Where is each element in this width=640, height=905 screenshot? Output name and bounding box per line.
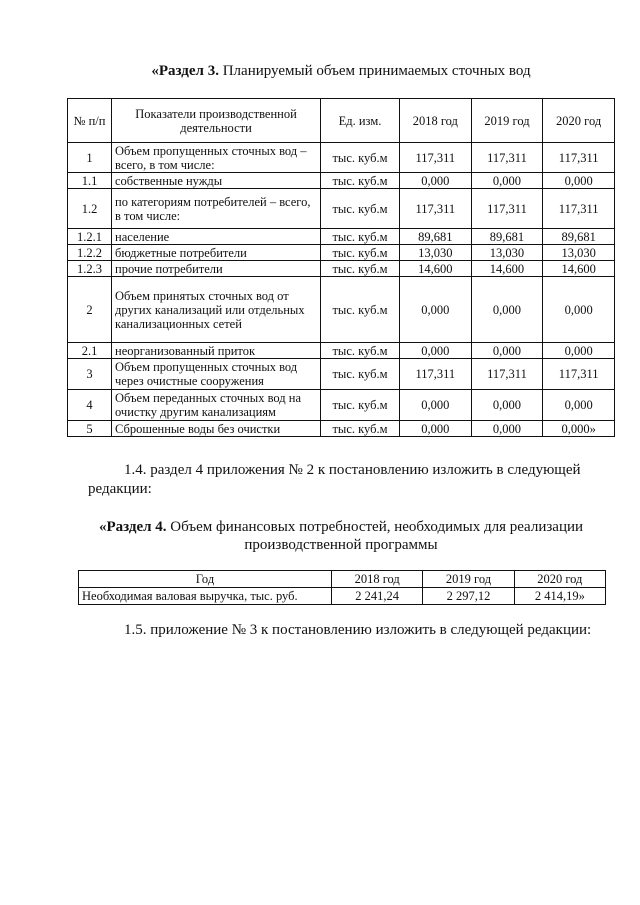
row-unit: тыс. куб.м <box>321 229 400 245</box>
paragraph-1-5 <box>88 621 593 640</box>
row-value-2020: 117,311 <box>543 143 615 173</box>
row-value-2018: 117,311 <box>400 189 472 229</box>
header-2019: 2019 год <box>471 99 543 143</box>
row-num: 4 <box>68 390 112 421</box>
row-value-2020: 13,030 <box>543 245 615 261</box>
row-name: бюджетные потребители <box>112 245 321 261</box>
row-name: собственные нужды <box>112 173 321 189</box>
table-row <box>68 173 615 189</box>
table-header-row <box>68 99 615 143</box>
row-value-2018: 0,000 <box>400 390 472 421</box>
row-value-2019: 13,030 <box>471 245 543 261</box>
table-row <box>68 261 615 277</box>
row-value-2019: 89,681 <box>471 229 543 245</box>
table-row <box>68 229 615 245</box>
header-2019: 2019 год <box>423 571 514 588</box>
row-value-2020: 14,600 <box>543 261 615 277</box>
wastewater-volume-table <box>67 98 615 437</box>
row-unit: тыс. куб.м <box>321 343 400 359</box>
table-row <box>79 588 606 605</box>
section-4-title-bold: «Раздел 4. <box>98 519 167 535</box>
row-value-2019: 0,000 <box>471 277 543 343</box>
row-unit: тыс. куб.м <box>321 359 400 390</box>
row-value-2018: 13,030 <box>400 245 472 261</box>
table-row <box>68 359 615 390</box>
row-value-2018: 0,000 <box>400 173 472 189</box>
row-value-2019: 0,000 <box>471 343 543 359</box>
row-value-2019: 0,000 <box>471 421 543 437</box>
row-value-2019: 2 297,12 <box>423 588 514 605</box>
section-3-title <box>66 62 616 80</box>
row-value-2018: 2 241,24 <box>332 588 423 605</box>
header-year: Год <box>79 571 332 588</box>
row-name: неорганизованный приток <box>112 343 321 359</box>
row-name: прочие потребители <box>112 261 321 277</box>
row-label: Необходимая валовая выручка, тыс. руб. <box>79 588 332 605</box>
row-name: Сброшенные воды без очистки <box>112 421 321 437</box>
row-num: 2.1 <box>68 343 112 359</box>
row-value-2018: 117,311 <box>400 143 472 173</box>
table-header-row <box>79 571 606 588</box>
row-name: Объем переданных сточных вод на очистку другим канализациям <box>112 390 321 421</box>
row-value-2018: 0,000 <box>400 343 472 359</box>
table-row <box>68 277 615 343</box>
row-value-2020: 117,311 <box>543 359 615 390</box>
table-body <box>68 143 615 437</box>
financial-needs-table <box>78 570 606 605</box>
header-num: № п/п <box>68 99 112 143</box>
header-2018: 2018 год <box>400 99 472 143</box>
row-num: 5 <box>68 421 112 437</box>
row-name: Объем принятых сточных вод от других канализаций или отдельных канализационных сетей <box>112 277 321 343</box>
row-num: 2 <box>68 277 112 343</box>
row-value-2020: 0,000» <box>543 421 615 437</box>
row-name: по категориям потребителей – всего, в том числе: <box>112 189 321 229</box>
row-value-2019: 117,311 <box>471 143 543 173</box>
row-value-2020: 117,311 <box>543 189 615 229</box>
row-value-2020: 0,000 <box>543 173 615 189</box>
row-value-2018: 14,600 <box>400 261 472 277</box>
row-unit: тыс. куб.м <box>321 245 400 261</box>
paragraph-1-4 <box>88 461 593 499</box>
row-unit: тыс. куб.м <box>321 277 400 343</box>
row-unit: тыс. куб.м <box>321 421 400 437</box>
header-2018: 2018 год <box>332 571 423 588</box>
header-2020: 2020 год <box>543 99 615 143</box>
table-row <box>68 343 615 359</box>
section-4-title <box>66 518 616 554</box>
section-4-title-text: Объем финансовых потребностей, необходимых для реализации производственной программы <box>166 519 584 553</box>
section-3-title-text: Планируемый объем принимаемых сточных вод <box>218 63 531 79</box>
row-value-2020: 0,000 <box>543 277 615 343</box>
row-num: 1.2.1 <box>68 229 112 245</box>
row-value-2020: 0,000 <box>543 390 615 421</box>
row-value-2019: 117,311 <box>471 189 543 229</box>
row-unit: тыс. куб.м <box>321 261 400 277</box>
row-name: Объем пропущенных сточных вод через очистные сооружения <box>112 359 321 390</box>
section-3-title-bold: «Раздел 3. <box>151 63 219 79</box>
row-value-2019: 14,600 <box>471 261 543 277</box>
row-value-2018: 117,311 <box>400 359 472 390</box>
row-num: 3 <box>68 359 112 390</box>
header-2020: 2020 год <box>514 571 605 588</box>
paragraph-1-5-text: 1.5. приложение № 3 к постановлению изложить в следующей редакции: <box>124 622 592 638</box>
row-unit: тыс. куб.м <box>321 189 400 229</box>
row-value-2018: 0,000 <box>400 421 472 437</box>
row-value-2020: 0,000 <box>543 343 615 359</box>
table-row <box>68 189 615 229</box>
header-indicator: Показатели производственной деятельности <box>112 99 321 143</box>
table-row <box>68 421 615 437</box>
row-value-2020: 89,681 <box>543 229 615 245</box>
row-num: 1.1 <box>68 173 112 189</box>
row-value-2019: 0,000 <box>471 390 543 421</box>
row-value-2018: 89,681 <box>400 229 472 245</box>
row-value-2020: 2 414,19» <box>514 588 605 605</box>
header-unit: Ед. изм. <box>321 99 400 143</box>
table-row <box>68 390 615 421</box>
row-name: население <box>112 229 321 245</box>
paragraph-1-4-text: 1.4. раздел 4 приложения № 2 к постановлению изложить в следующей редакции: <box>88 462 581 497</box>
row-unit: тыс. куб.м <box>321 143 400 173</box>
row-num: 1 <box>68 143 112 173</box>
row-num: 1.2 <box>68 189 112 229</box>
table-row <box>68 245 615 261</box>
row-num: 1.2.2 <box>68 245 112 261</box>
row-value-2019: 117,311 <box>471 359 543 390</box>
row-num: 1.2.3 <box>68 261 112 277</box>
row-value-2019: 0,000 <box>471 173 543 189</box>
row-name: Объем пропущенных сточных вод – всего, в том числе: <box>112 143 321 173</box>
table-row <box>68 143 615 173</box>
row-unit: тыс. куб.м <box>321 390 400 421</box>
row-unit: тыс. куб.м <box>321 173 400 189</box>
row-value-2018: 0,000 <box>400 277 472 343</box>
